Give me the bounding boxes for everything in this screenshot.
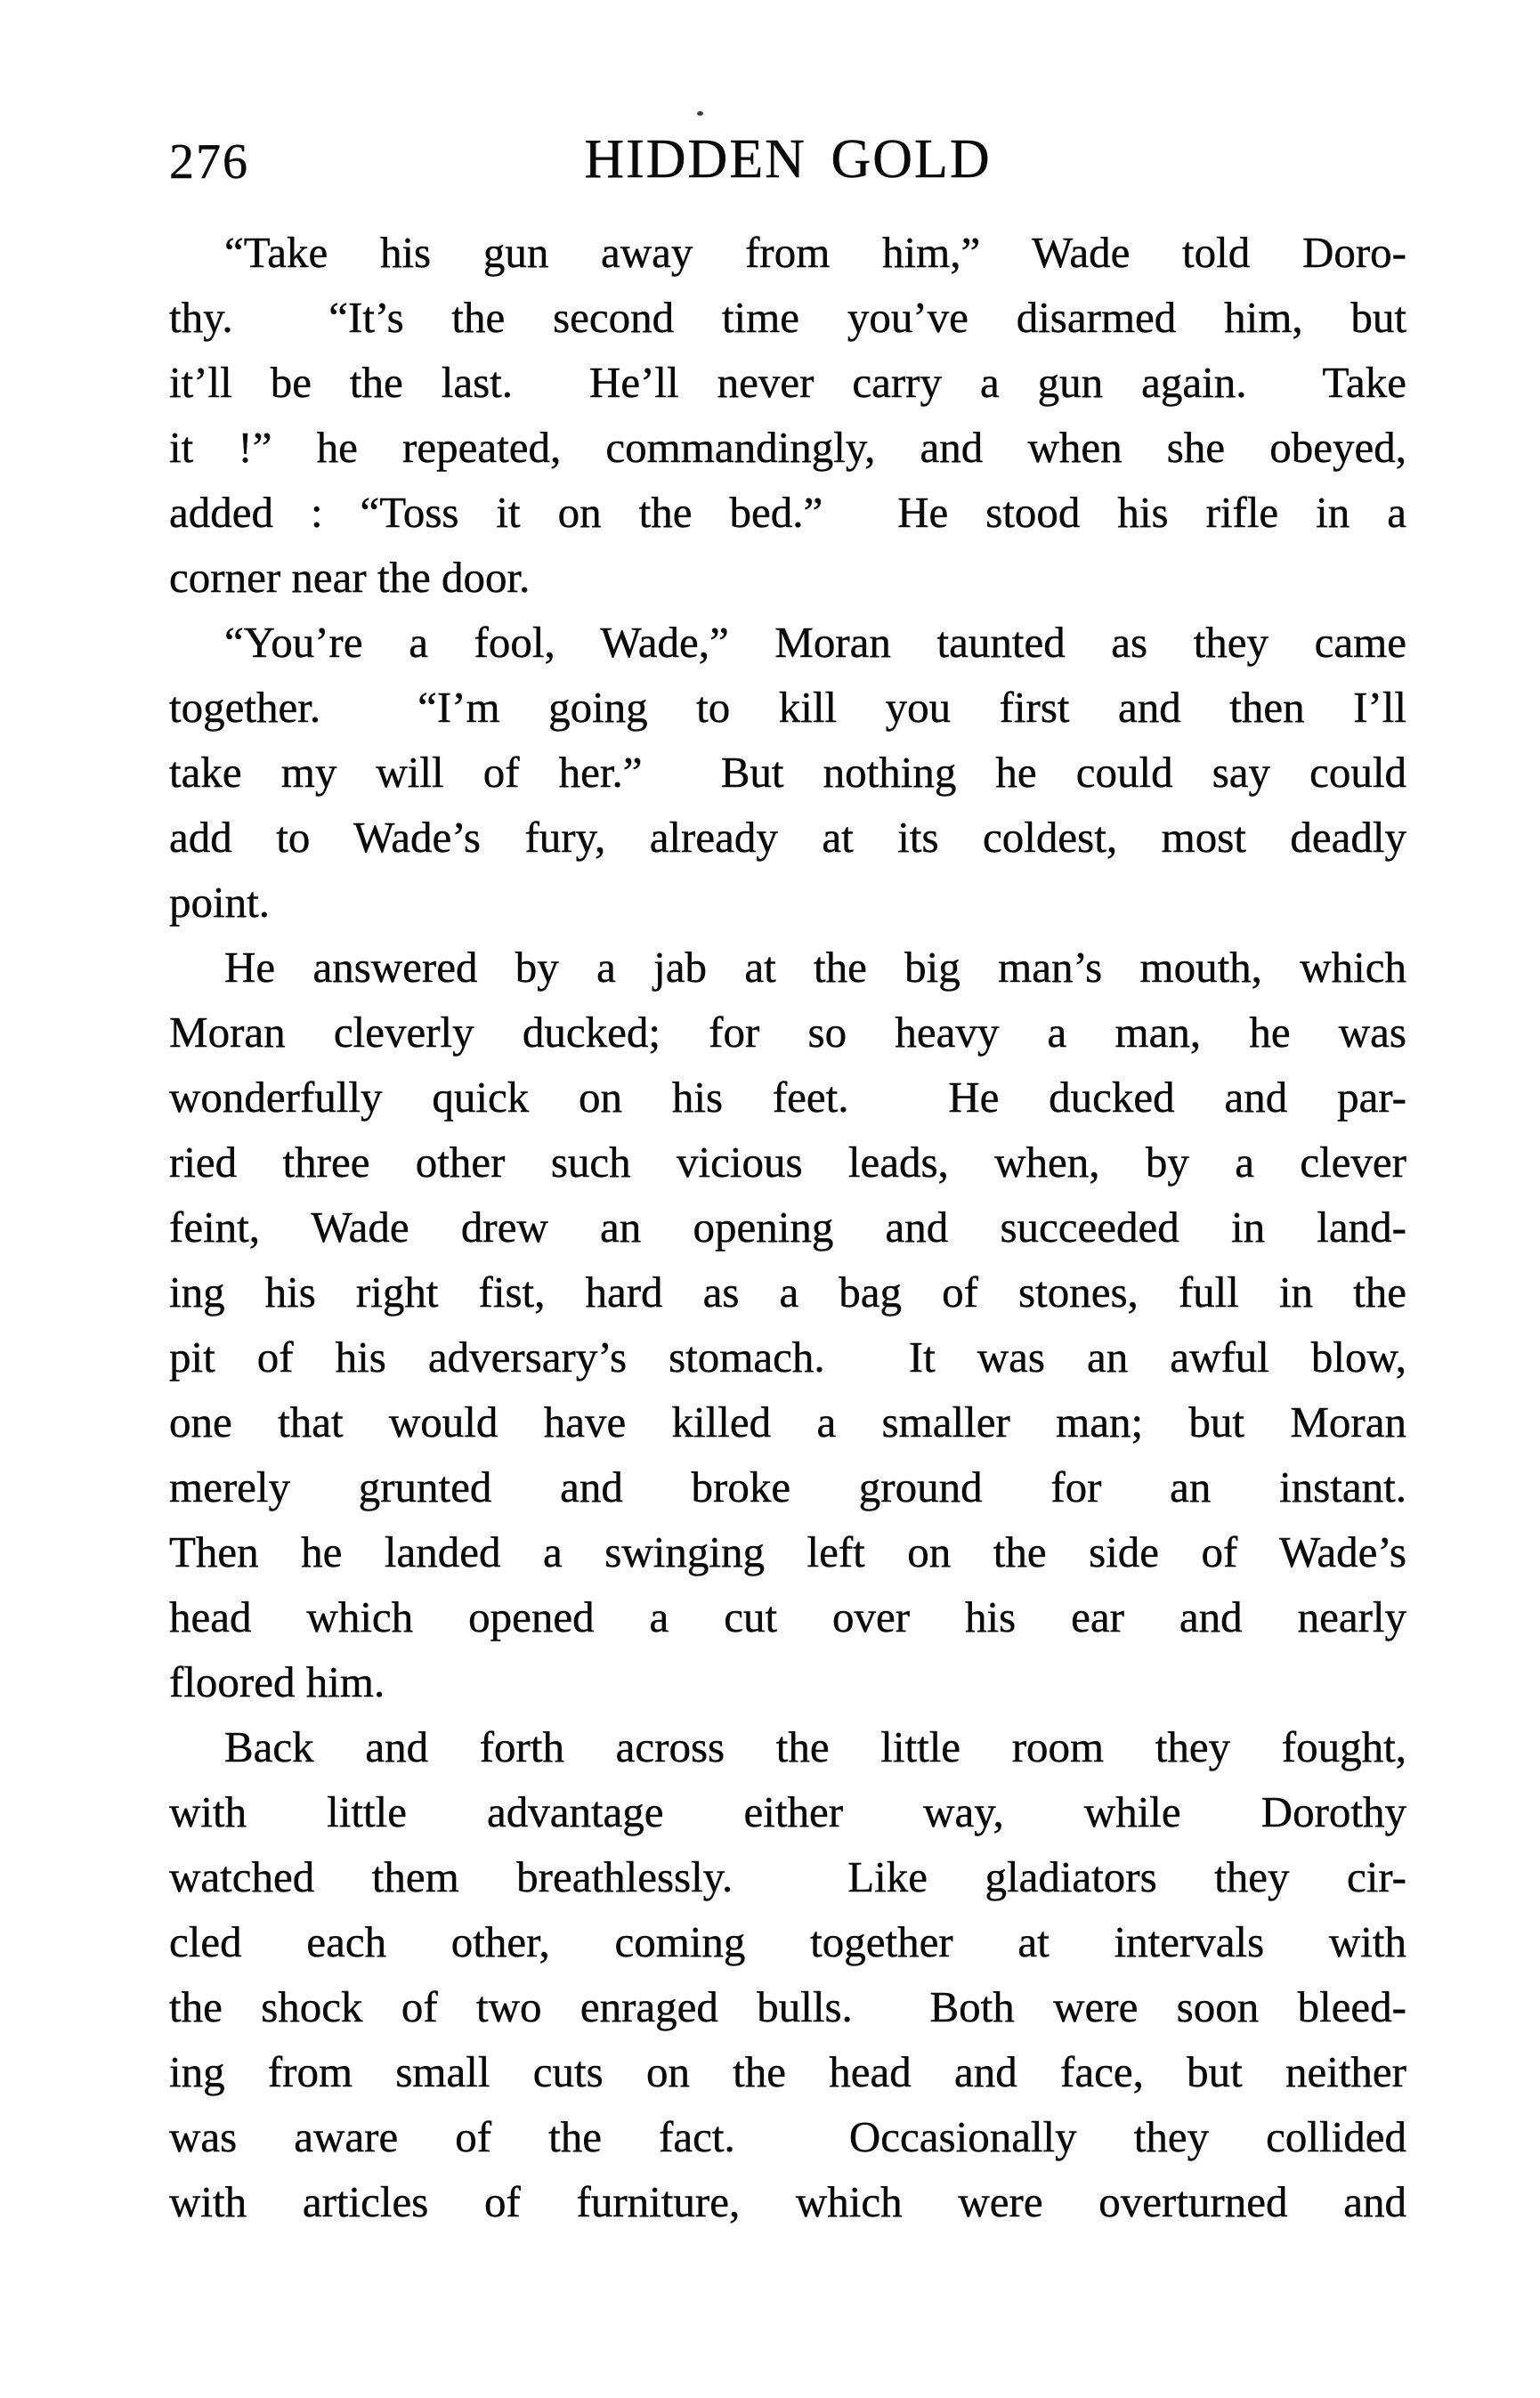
- text-line: the shock of two enraged bulls. Both were soon bleed-: [169, 1982, 1406, 2031]
- text-line: ried three other such vicious leads, when, by a clever: [169, 1138, 1406, 1187]
- text-line: “Take his gun away from him,” Wade told Doro-: [224, 228, 1406, 277]
- text-line: added : “Toss it on the bed.” He stood his rifle in a: [169, 488, 1406, 537]
- text-line: point.: [169, 878, 270, 927]
- text-line: one that would have killed a smaller man; but Moran: [169, 1397, 1406, 1446]
- text-line: ing from small cuts on the head and face, but neither: [169, 2047, 1406, 2096]
- text-line: “You’re a fool, Wade,” Moran taunted as they came: [224, 618, 1406, 667]
- text-line: it’ll be the last. He’ll never carry a gun again. Take: [169, 358, 1406, 407]
- text-line: pit of his adversary’s stomach. It was an awful blow,: [169, 1333, 1406, 1381]
- scan-speck: [697, 111, 703, 116]
- page-header-title: HIDDEN GOLD: [584, 129, 992, 190]
- text-line: ing his right fist, hard as a bag of stones, full in the: [169, 1268, 1406, 1316]
- text-line: Then he landed a swinging left on the side of Wade’s: [169, 1527, 1406, 1576]
- running-head: [169, 129, 1406, 196]
- text-line: merely grunted and broke ground for an instant.: [169, 1462, 1406, 1511]
- text-line: He answered by a jab at the big man’s mouth, which: [224, 943, 1406, 992]
- text-line: head which opened a cut over his ear and nearly: [169, 1592, 1406, 1641]
- text-line: floored him.: [169, 1657, 385, 1706]
- text-line: was aware of the fact. Occasionally they collided: [169, 2112, 1406, 2161]
- text-line: Moran cleverly ducked; for so heavy a man, he was: [169, 1008, 1406, 1057]
- text-line: take my will of her.” But nothing he could say could: [169, 748, 1406, 797]
- text-line: feint, Wade drew an opening and succeeded in land-: [169, 1203, 1406, 1252]
- page-number: 276: [169, 134, 249, 190]
- text-line: Back and forth across the little room they fought,: [224, 1722, 1406, 1771]
- text-line: with articles of furniture, which were overturned and: [169, 2177, 1406, 2226]
- text-line: cled each other, coming together at intervals with: [169, 1917, 1406, 1966]
- text-line: it !” he repeated, commandingly, and when she obeyed,: [169, 423, 1406, 472]
- text-line: with little advantage either way, while Dorothy: [169, 1787, 1406, 1836]
- text-line: together. “I’m going to kill you first and then I’ll: [169, 683, 1406, 732]
- text-line: watched them breathlessly. Like gladiators they cir-: [169, 1852, 1406, 1901]
- text-line: wonderfully quick on his feet. He ducked and par-: [169, 1073, 1406, 1122]
- text-line: thy. “It’s the second time you’ve disarmed him, but: [169, 293, 1406, 342]
- text-block: [169, 220, 1406, 2234]
- text-line: corner near the door.: [169, 553, 531, 602]
- text-line: add to Wade’s fury, already at its coldest, most deadly: [169, 813, 1406, 862]
